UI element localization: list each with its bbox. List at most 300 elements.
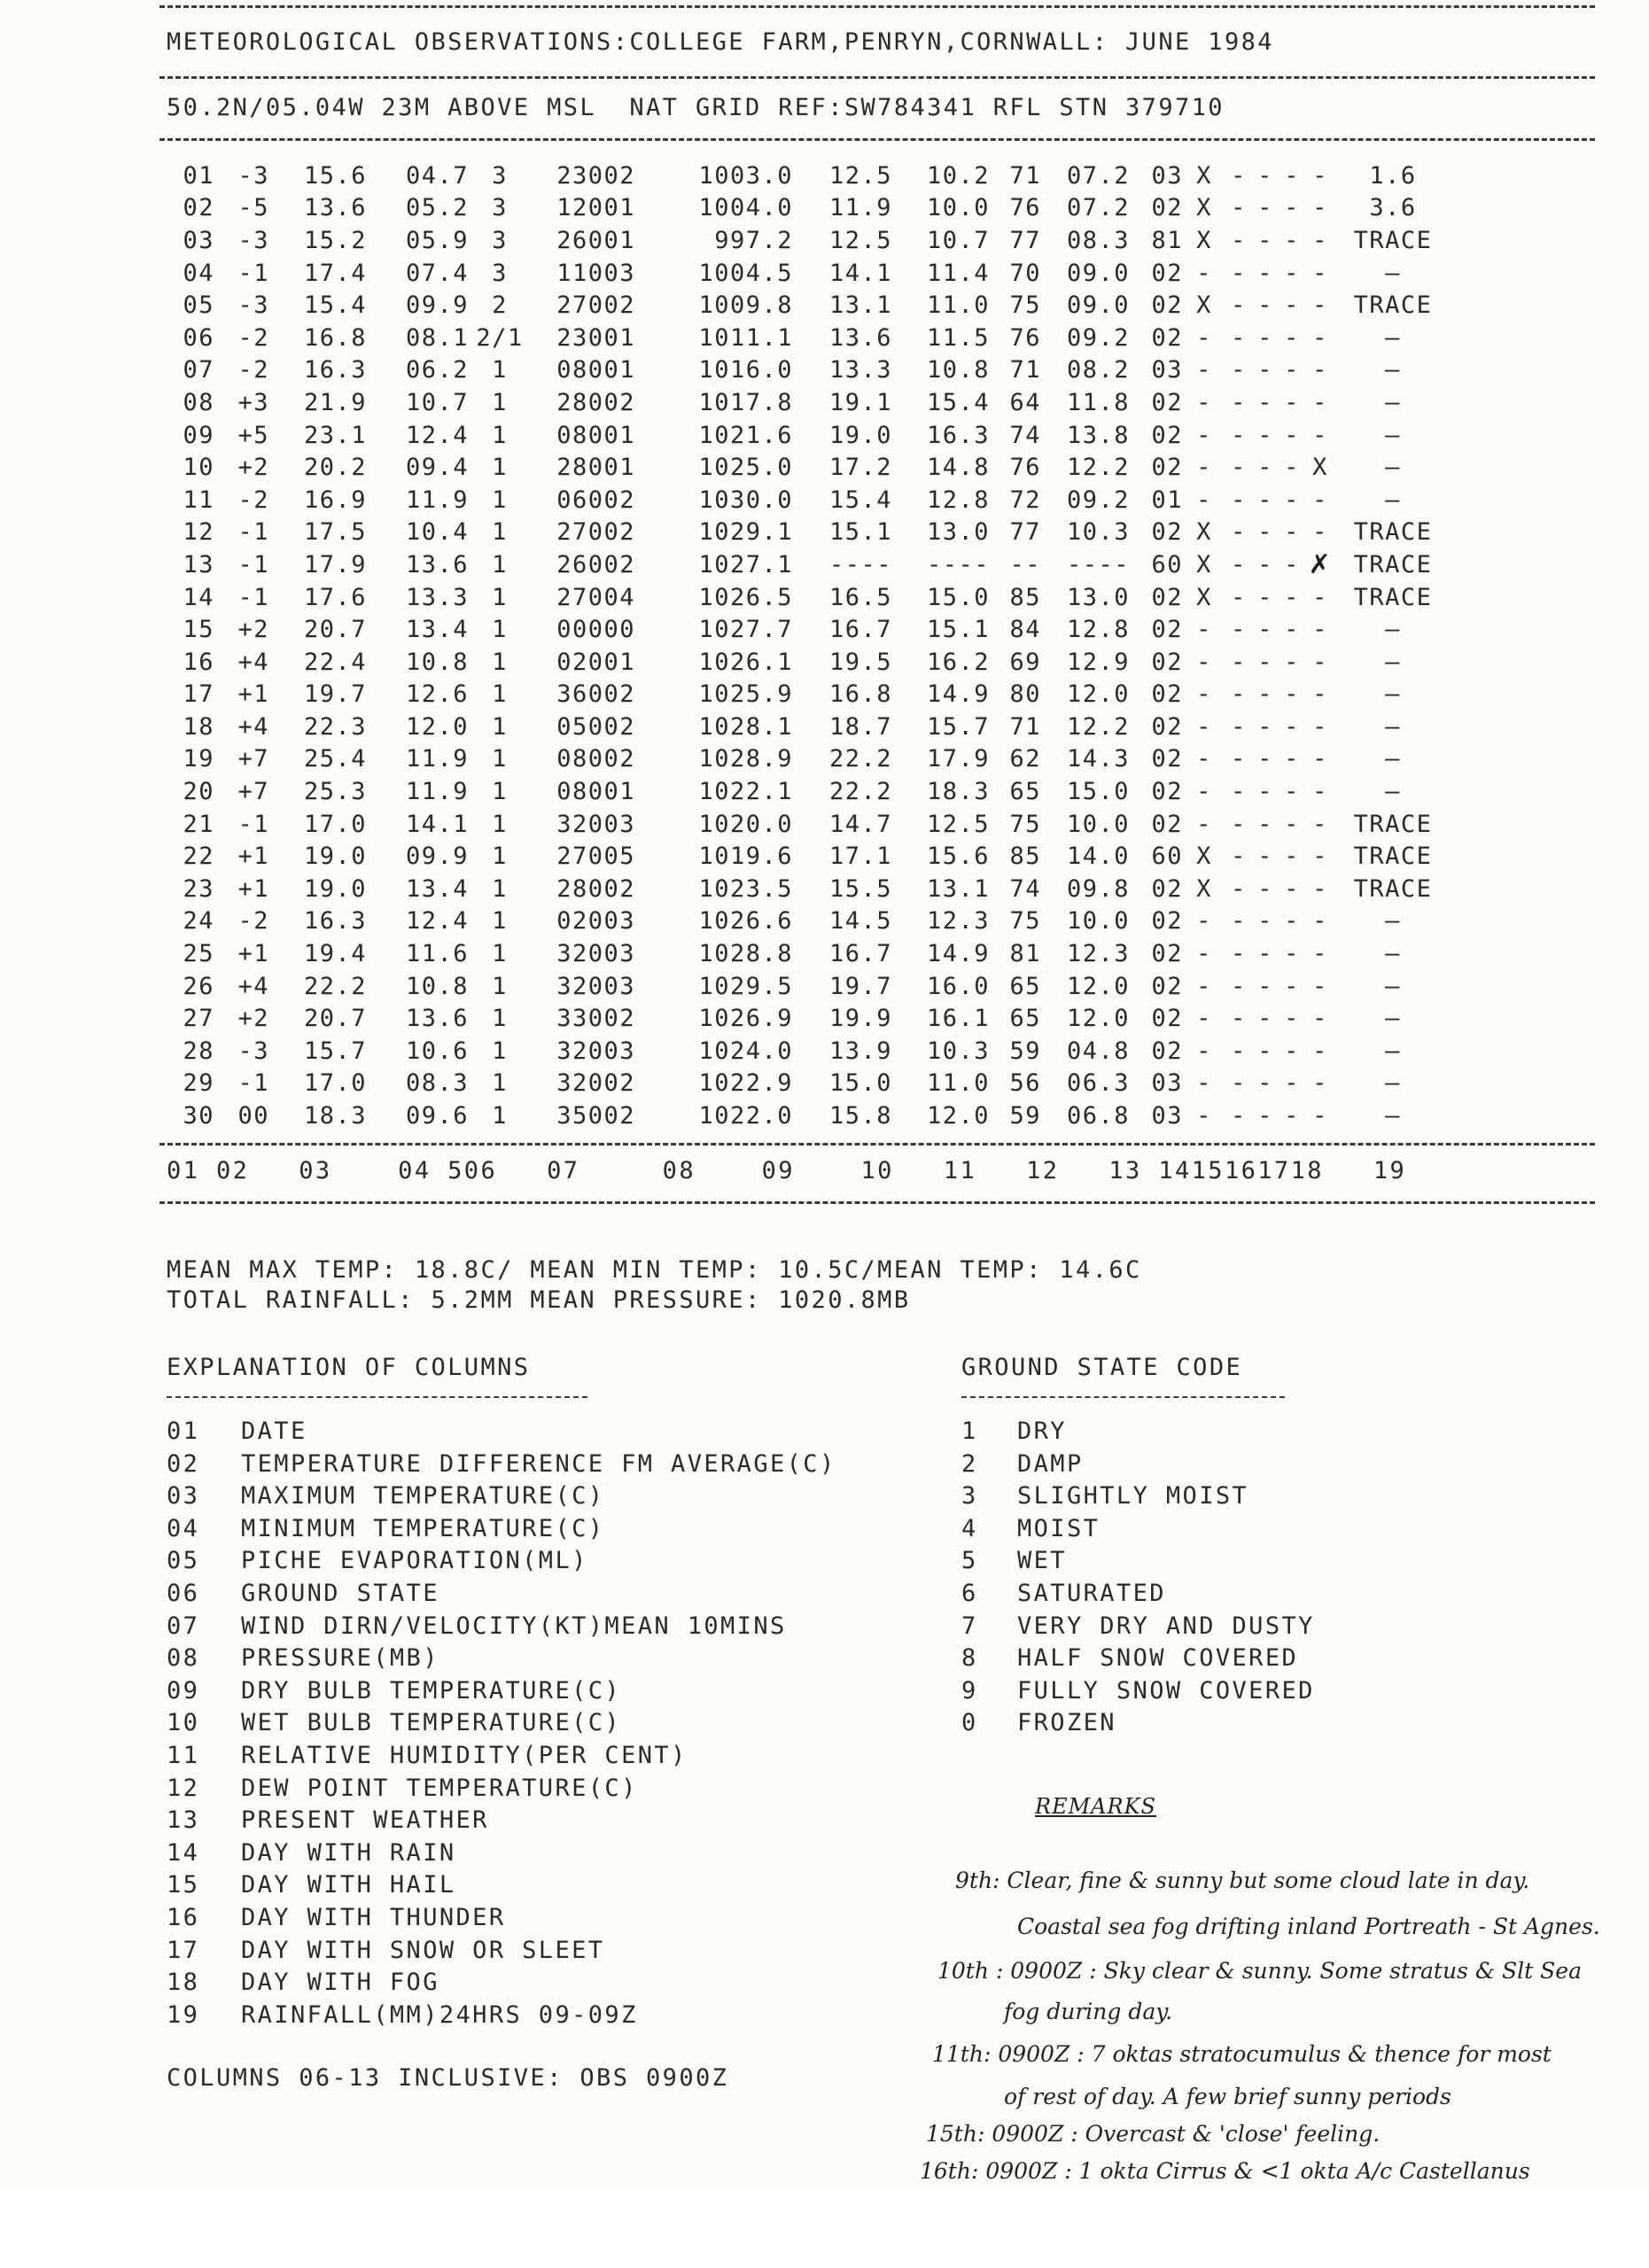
table-cell: 15.0	[1066, 778, 1130, 806]
table-cell: 15.6	[303, 161, 367, 190]
table-cell: 20.7	[303, 1005, 367, 1033]
table-cell: 28001	[556, 454, 635, 482]
table-cell: TRACE	[1353, 226, 1433, 254]
table-cell: X	[1196, 843, 1212, 871]
table-cell: 22.4	[303, 648, 367, 676]
table-cell: 16.1	[926, 1005, 990, 1033]
table-cell: 19.5	[828, 648, 892, 676]
table-cell: +4	[237, 648, 269, 676]
dashed-rule	[159, 138, 1595, 141]
table-cell: -	[1257, 648, 1273, 676]
table-cell: 05.9	[405, 226, 469, 254]
table-cell: 02	[1151, 1005, 1183, 1033]
table-cell: 02	[183, 194, 214, 222]
table-cell: -	[1231, 421, 1247, 449]
table-cell: 26001	[556, 226, 635, 254]
table-cell: 19	[183, 745, 214, 773]
table-cell: 15.2	[303, 226, 367, 254]
table-cell: 09.8	[1066, 874, 1130, 903]
table-cell: 13	[183, 550, 214, 579]
table-cell: 05	[183, 291, 214, 320]
table-cell: -	[1284, 388, 1300, 416]
explanation-number: 08	[167, 1644, 200, 1673]
table-cell: 1	[492, 1037, 508, 1065]
table-cell: 02	[1151, 778, 1183, 806]
table-row	[159, 451, 1451, 484]
table-cell: 15	[183, 616, 214, 644]
table-cell: 00	[237, 1102, 269, 1130]
table-cell: -	[1257, 616, 1273, 644]
table-cell: 60	[1151, 550, 1183, 579]
table-row	[159, 581, 1451, 614]
table-cell: 16.8	[828, 680, 892, 709]
table-cell: -	[1257, 323, 1273, 352]
table-cell: -	[1257, 907, 1273, 936]
table-cell: 08001	[556, 421, 635, 449]
explanation-text: DAY WITH FOG	[241, 1969, 439, 1997]
table-cell: 12.5	[828, 226, 892, 254]
table-cell: 12.0	[405, 712, 469, 741]
explanation-text: DAY WITH THUNDER	[241, 1904, 506, 1931]
table-cell: -	[1231, 550, 1247, 579]
table-cell: 72	[1009, 485, 1041, 514]
table-cell: -3	[237, 291, 269, 320]
table-cell: -	[1257, 226, 1273, 254]
table-cell: 1	[492, 907, 508, 936]
explanation-text: DAY WITH SNOW OR SLEET	[241, 1936, 605, 1964]
table-cell: 09	[183, 421, 214, 449]
table-cell: 17.0	[303, 1069, 367, 1098]
table-cell: 997.2	[714, 226, 793, 254]
table-cell: 13.6	[828, 323, 892, 352]
table-cell: 71	[1009, 712, 1041, 741]
table-cell: -	[1284, 518, 1300, 547]
table-cell: 19.4	[303, 940, 367, 968]
table-cell: 13.3	[828, 356, 892, 384]
table-cell: 59	[1009, 1102, 1041, 1130]
table-cell: 15.1	[926, 616, 990, 644]
table-cell: 14.7	[828, 810, 892, 838]
table-cell: -	[1257, 745, 1273, 773]
table-cell: -	[1231, 518, 1247, 547]
table-cell: 1	[492, 1005, 508, 1033]
table-cell: -	[1284, 810, 1300, 838]
table-row	[159, 1099, 1451, 1132]
table-cell: 77	[1009, 518, 1041, 547]
table-cell: 27004	[556, 583, 635, 611]
table-cell: TRACE	[1353, 518, 1433, 547]
table-cell: 16.9	[303, 485, 367, 514]
table-cell: 1021.6	[698, 421, 793, 449]
table-row	[159, 1035, 1451, 1068]
table-cell: X	[1196, 583, 1212, 611]
table-cell: -	[1312, 226, 1328, 254]
ground-state-text: DAMP	[1017, 1449, 1084, 1478]
table-cell: 13.6	[405, 550, 469, 579]
table-row	[159, 905, 1451, 938]
table-row	[159, 322, 1451, 354]
table-cell: 60	[1151, 843, 1183, 871]
table-cell: 10.8	[405, 648, 469, 676]
table-cell: 02	[1151, 745, 1183, 773]
table-cell: 20	[183, 778, 214, 806]
table-cell: 11.8	[1066, 388, 1130, 416]
table-cell: 09.9	[405, 291, 469, 320]
table-cell: 15.4	[303, 291, 367, 320]
table-cell: —	[1385, 356, 1401, 384]
table-cell: ✗	[1308, 548, 1333, 580]
table-cell: -	[1257, 161, 1273, 190]
table-cell: —	[1385, 1005, 1401, 1033]
table-cell: 75	[1009, 907, 1041, 936]
table-cell: -	[1312, 1005, 1328, 1033]
table-cell: -	[1257, 356, 1273, 384]
table-cell: 19.0	[828, 421, 892, 449]
table-cell: 3	[492, 226, 508, 254]
table-cell: 12.3	[926, 907, 990, 936]
table-cell: 1	[492, 648, 508, 676]
table-cell: -	[1284, 454, 1300, 482]
table-cell: 12	[183, 518, 214, 547]
explanation-number: 18	[167, 1969, 200, 1997]
table-cell: 23002	[556, 161, 635, 190]
table-cell: 1028.9	[698, 745, 793, 773]
table-cell: 3.6	[1369, 194, 1417, 222]
table-cell: 13.8	[1066, 421, 1130, 449]
table-cell: -	[1231, 680, 1247, 709]
table-cell: 15.0	[926, 583, 990, 611]
table-cell: 1	[492, 454, 508, 482]
table-cell: 12.4	[405, 421, 469, 449]
explanation-text: DEW POINT TEMPERATURE(C)	[241, 1774, 638, 1802]
table-cell: -	[1312, 680, 1328, 709]
table-cell: —	[1385, 485, 1401, 514]
table-cell: -	[1257, 712, 1273, 741]
table-cell: 13.0	[926, 518, 990, 547]
table-cell: -	[1312, 291, 1328, 320]
table-row	[159, 1068, 1451, 1100]
table-cell: 76	[1009, 323, 1041, 352]
table-cell: -	[1231, 907, 1247, 936]
explanation-title: EXPLANATION OF COLUMNS	[167, 1354, 531, 1381]
table-cell: 1011.1	[698, 323, 793, 352]
table-cell: -	[1312, 323, 1328, 352]
table-cell: 19.7	[828, 972, 892, 1000]
table-cell: X	[1196, 194, 1212, 222]
explanation-number: 19	[167, 2000, 200, 2029]
table-cell: -	[1231, 583, 1247, 611]
table-cell: 12.2	[1066, 712, 1130, 741]
explanation-number: 01	[167, 1418, 200, 1445]
ground-state-text: VERY DRY AND DUSTY	[1017, 1612, 1315, 1640]
table-cell: -	[1196, 421, 1212, 449]
table-cell: 12.6	[405, 680, 469, 709]
table-cell: 07	[183, 356, 214, 384]
table-cell: 1	[492, 680, 508, 709]
table-cell: 02	[1151, 194, 1183, 222]
explanation-text: DATE	[241, 1418, 307, 1445]
table-cell: 02	[1151, 259, 1183, 287]
table-cell: 09.2	[1066, 485, 1130, 514]
table-cell: 18.7	[828, 712, 892, 741]
table-cell: 1028.8	[698, 940, 793, 968]
table-cell: -	[1312, 518, 1328, 547]
table-cell: 14.8	[926, 454, 990, 482]
table-cell: -	[1312, 745, 1328, 773]
table-cell: X	[1196, 226, 1212, 254]
table-cell: 10.2	[926, 161, 990, 190]
table-cell: +1	[237, 874, 269, 903]
table-cell: -	[1284, 843, 1300, 871]
table-cell: 12.4	[405, 907, 469, 936]
table-cell: 1022.9	[698, 1069, 793, 1098]
table-cell: 08001	[556, 356, 635, 384]
table-cell: 1.6	[1369, 161, 1417, 190]
table-cell: 12.0	[1066, 972, 1130, 1000]
table-cell: -	[1284, 485, 1300, 514]
table-cell: —	[1385, 1069, 1401, 1098]
table-cell: -	[1257, 940, 1273, 968]
table-cell: 12.9	[1066, 648, 1130, 676]
table-cell: -	[1196, 648, 1212, 676]
table-cell: -2	[237, 323, 269, 352]
table-cell: 14.0	[1066, 843, 1130, 871]
table-cell: X	[1196, 291, 1212, 320]
table-cell: 15.5	[828, 874, 892, 903]
table-cell: 07.2	[1066, 161, 1130, 190]
table-cell: 11.9	[405, 485, 469, 514]
table-cell: -	[1284, 583, 1300, 611]
table-cell: 22.2	[303, 972, 367, 1000]
table-cell: 00000	[556, 616, 635, 644]
table-cell: TRACE	[1353, 291, 1433, 320]
table-cell: +7	[237, 778, 269, 806]
table-cell: 36002	[556, 680, 635, 709]
table-cell: 05.2	[405, 194, 469, 222]
table-row	[159, 159, 1451, 192]
table-cell: 3	[492, 259, 508, 287]
table-cell: -1	[237, 518, 269, 547]
table-cell: 1026.1	[698, 648, 793, 676]
table-cell: 16.3	[303, 907, 367, 936]
ground-state-number: 3	[961, 1482, 978, 1511]
table-cell: +2	[237, 1005, 269, 1033]
ground-state-text: HALF SNOW COVERED	[1017, 1644, 1299, 1673]
table-row	[159, 679, 1451, 711]
table-cell: -5	[237, 194, 269, 222]
table-cell: -	[1257, 583, 1273, 611]
table-cell: 56	[1009, 1069, 1041, 1098]
table-cell: -	[1257, 810, 1273, 838]
table-cell: 30	[183, 1102, 214, 1130]
table-cell: 81	[1151, 226, 1183, 254]
table-cell: 70	[1009, 259, 1041, 287]
table-cell: 75	[1009, 291, 1041, 320]
table-cell: 18	[183, 712, 214, 741]
table-cell: +2	[237, 454, 269, 482]
table-cell: 02	[1151, 648, 1183, 676]
explanation-text: MINIMUM TEMPERATURE(C)	[241, 1514, 605, 1542]
table-cell: 25.3	[303, 778, 367, 806]
table-cell: -	[1312, 616, 1328, 644]
table-cell: 06.2	[405, 356, 469, 384]
table-cell: -	[1257, 550, 1273, 579]
table-cell: —	[1385, 648, 1401, 676]
table-cell: 11.9	[828, 194, 892, 222]
table-cell: 05002	[556, 712, 635, 741]
table-cell: -	[1284, 323, 1300, 352]
table-cell: -	[1284, 745, 1300, 773]
table-cell: 06.8	[1066, 1102, 1130, 1130]
ground-state-text: MOIST	[1017, 1514, 1101, 1542]
table-cell: -	[1231, 1037, 1247, 1065]
table-cell: 09.2	[1066, 323, 1130, 352]
table-cell: 17.2	[828, 454, 892, 482]
table-cell: 12.5	[926, 810, 990, 838]
table-cell: —	[1385, 259, 1401, 287]
table-cell: —	[1385, 1037, 1401, 1065]
table-cell: 75	[1009, 810, 1041, 838]
table-cell: 04.7	[405, 161, 469, 190]
table-cell: —	[1385, 778, 1401, 806]
table-cell: -	[1284, 1005, 1300, 1033]
table-cell: 08002	[556, 745, 635, 773]
table-cell: —	[1385, 323, 1401, 352]
table-cell: 08.3	[405, 1069, 469, 1098]
explanation-text: DAY WITH HAIL	[241, 1871, 456, 1899]
table-cell: -3	[237, 1037, 269, 1065]
table-cell: 08001	[556, 778, 635, 806]
table-cell: 1004.0	[698, 194, 793, 222]
table-cell: 10.0	[1066, 907, 1130, 936]
observations-table	[159, 159, 1451, 1132]
table-cell: 1	[492, 485, 508, 514]
table-cell: 19.7	[303, 680, 367, 709]
table-cell: -	[1257, 485, 1273, 514]
table-cell: 08.3	[1066, 226, 1130, 254]
table-cell: 02	[1151, 680, 1183, 709]
table-cell: 23	[183, 874, 214, 903]
table-cell: 77	[1009, 226, 1041, 254]
table-cell: 28002	[556, 874, 635, 903]
table-cell: 22.2	[828, 778, 892, 806]
table-cell: 16.2	[926, 648, 990, 676]
explanation-number: 14	[167, 1838, 200, 1867]
table-cell: —	[1385, 972, 1401, 1000]
table-cell: 15.4	[926, 388, 990, 416]
table-cell: 21	[183, 810, 214, 838]
remark-line: 9th: Clear, fine & sunny but some cloud late in day.	[955, 1868, 1530, 1893]
table-cell: -	[1284, 291, 1300, 320]
explanation-text: RELATIVE HUMIDITY(PER CENT)	[241, 1742, 688, 1769]
explanation-text: PRESSURE(MB)	[241, 1644, 439, 1673]
table-cell: -	[1257, 680, 1273, 709]
table-row	[159, 970, 1451, 1003]
table-cell: -	[1196, 454, 1212, 482]
table-cell: -	[1312, 907, 1328, 936]
table-cell: 1	[492, 843, 508, 871]
table-cell: TRACE	[1353, 874, 1433, 903]
table-cell: 1	[492, 810, 508, 838]
table-cell: -	[1284, 226, 1300, 254]
table-cell: -	[1196, 907, 1212, 936]
ground-state-number: 4	[961, 1514, 978, 1542]
table-cell: —	[1385, 421, 1401, 449]
explanation-text: WIND DIRN/VELOCITY(KT)MEAN 10MINS	[241, 1612, 787, 1640]
table-cell: -	[1196, 1102, 1212, 1130]
table-cell: 1	[492, 778, 508, 806]
table-cell: TRACE	[1353, 810, 1433, 838]
ground-state-number: 0	[961, 1709, 978, 1737]
table-cell: 10.0	[926, 194, 990, 222]
table-cell: ----	[926, 550, 990, 579]
table-cell: +1	[237, 843, 269, 871]
table-cell: 03	[1151, 1069, 1183, 1098]
table-cell: 22	[183, 843, 214, 871]
ground-state-number: 2	[961, 1449, 978, 1478]
table-cell: 64	[1009, 388, 1041, 416]
remark-line: 15th: 0900Z : Overcast & 'close' feeling.	[926, 2121, 1381, 2147]
table-cell: 1	[492, 518, 508, 547]
table-cell: 22.3	[303, 712, 367, 741]
scan-margin	[0, 2188, 1649, 2268]
table-row	[159, 840, 1451, 873]
table-cell: 74	[1009, 874, 1041, 903]
table-cell: 04	[183, 259, 214, 287]
table-cell: -	[1312, 161, 1328, 190]
table-cell: TRACE	[1353, 843, 1433, 871]
table-cell: 14.1	[405, 810, 469, 838]
table-cell: 16.5	[828, 583, 892, 611]
table-row	[159, 517, 1451, 549]
table-cell: -	[1231, 291, 1247, 320]
table-cell: 1022.1	[698, 778, 793, 806]
table-row	[159, 257, 1451, 290]
table-cell: 1029.1	[698, 518, 793, 547]
table-cell: +3	[237, 388, 269, 416]
remark-line: of rest of day. A few brief sunny periods	[1004, 2084, 1451, 2109]
table-cell: -	[1312, 194, 1328, 222]
table-cell: —	[1385, 388, 1401, 416]
station-location: 50.2N/05.04W 23M ABOVE MSL NAT GRID REF:SW784341 RFL STN 379710	[167, 94, 1225, 121]
table-row	[159, 1002, 1451, 1035]
explanation-number: 10	[167, 1709, 200, 1737]
table-cell: 59	[1009, 1037, 1041, 1065]
table-cell: -	[1284, 874, 1300, 903]
table-cell: 13.6	[405, 1005, 469, 1033]
table-cell: 11.6	[405, 940, 469, 968]
table-cell: -	[1196, 940, 1212, 968]
table-cell: 06	[183, 323, 214, 352]
table-cell: 1026.9	[698, 1005, 793, 1033]
table-cell: 03	[1151, 356, 1183, 384]
table-cell: 65	[1009, 778, 1041, 806]
table-row	[159, 419, 1451, 452]
table-cell: 1	[492, 1102, 508, 1130]
explanation-number: 05	[167, 1547, 200, 1575]
table-cell: -	[1231, 810, 1247, 838]
table-cell: -	[1257, 421, 1273, 449]
table-cell: -	[1231, 972, 1247, 1000]
table-row	[159, 646, 1451, 679]
table-cell: 23001	[556, 323, 635, 352]
table-cell: 10.7	[405, 388, 469, 416]
table-cell: +1	[237, 680, 269, 709]
table-row	[159, 937, 1451, 970]
table-cell: 3	[492, 161, 508, 190]
table-cell: 02	[1151, 810, 1183, 838]
table-cell: -	[1312, 874, 1328, 903]
